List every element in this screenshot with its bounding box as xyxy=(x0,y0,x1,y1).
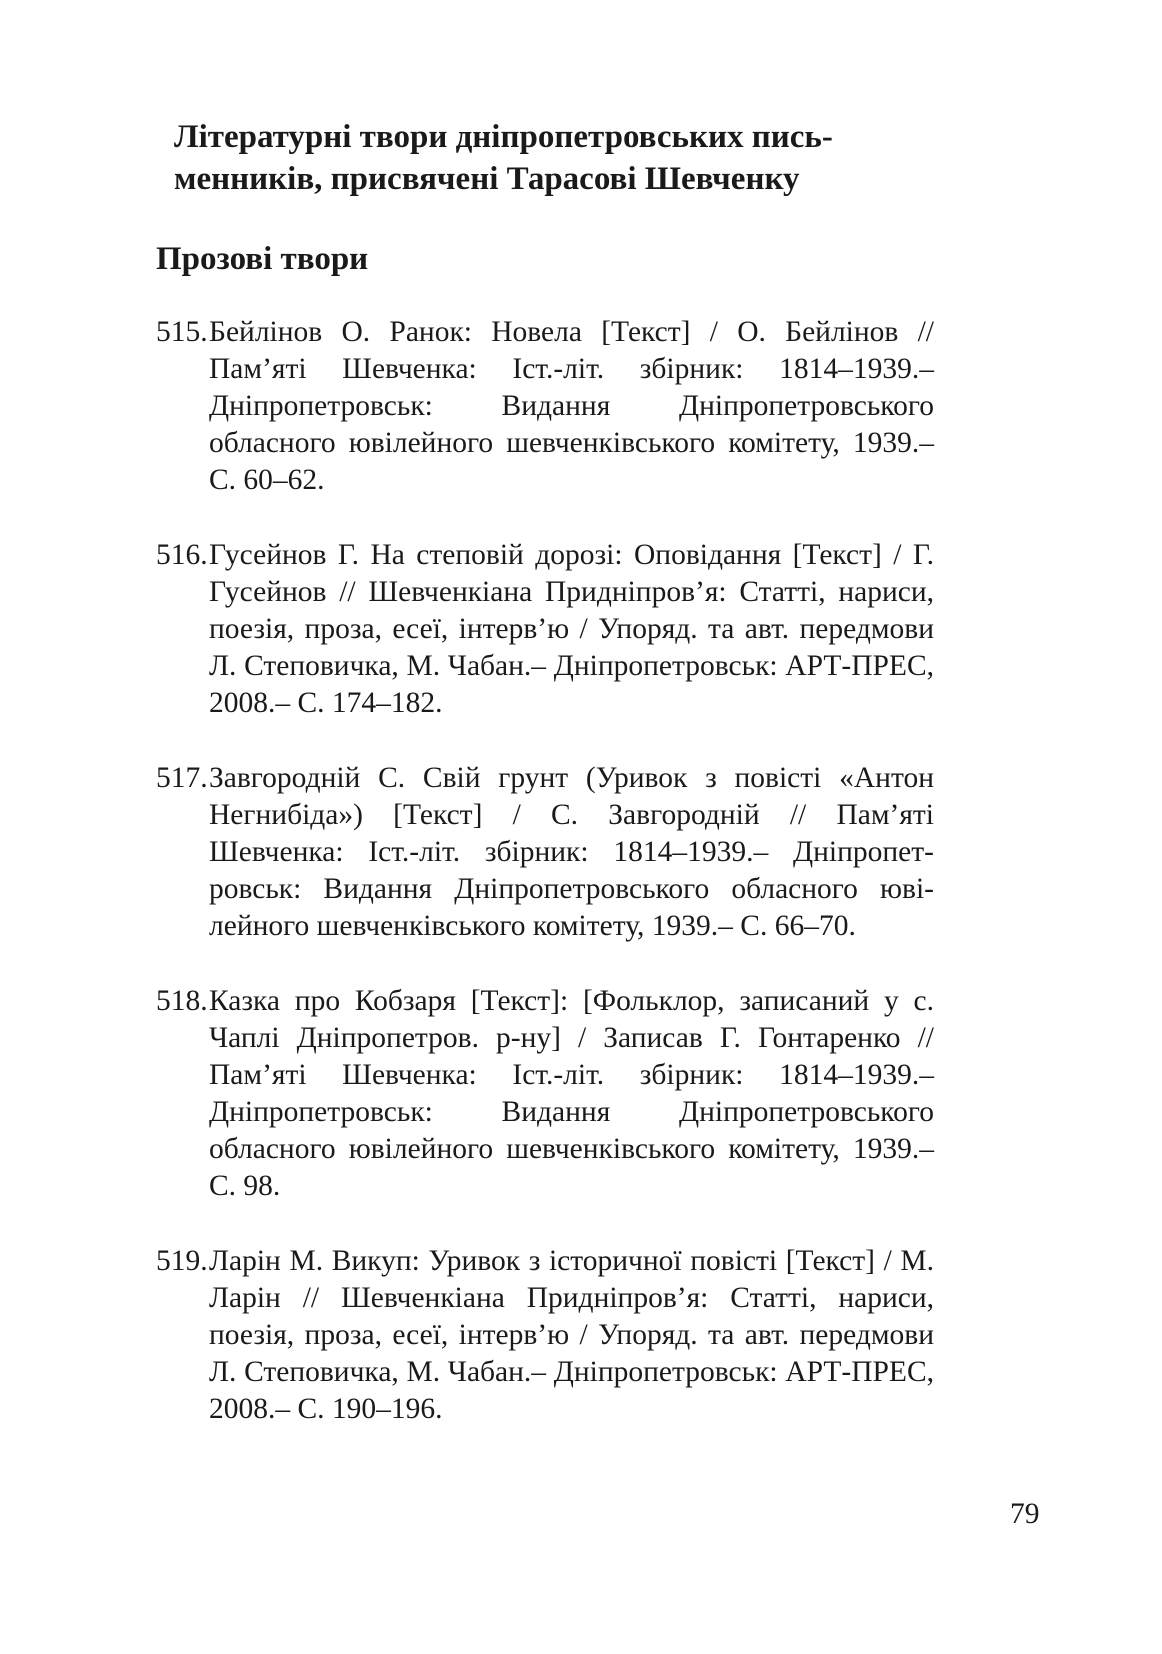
bibliography-entry-516 xyxy=(156,537,934,722)
section-title xyxy=(174,116,894,200)
page-number: 79 xyxy=(1010,1498,1040,1530)
subsection-title: Прозові твори xyxy=(156,241,369,277)
bibliography-entry-518 xyxy=(156,983,934,1205)
bibliography-list xyxy=(156,314,934,1466)
entry-text: Ларін М. Викуп: Уривок з історичної повісті [Текст] / М. Ларін // Шевченкіана Придніпров’я: Статті, нариси, поезія, проза, есеї, інтерв’ю / Упоряд. та авт. передмови Л. Степовичка, М. Чабан.– Дніпропетровськ: АРТ-ПРЕС, 2008.– С. 190–196. xyxy=(209,1245,934,1425)
entry-number: 518. xyxy=(156,985,208,1017)
bibliography-entry-515 xyxy=(156,314,934,499)
entry-text: Бейлінов О. Ранок: Новела [Текст] / О. Бейлінов // Пам’яті Шевченка: Іст.-літ. збірник: 1814–1939.– Дніпропетровськ: Видання Дніпропетровського обласного ювілейного шевченківського комітету, 1939.– С. 60–62. xyxy=(209,316,934,496)
entry-number: 515. xyxy=(156,316,208,348)
entry-number: 519. xyxy=(156,1245,208,1277)
entry-number: 516. xyxy=(156,539,208,571)
bibliography-entry-517 xyxy=(156,760,934,945)
section-title-line-1: Літературні твори дніпропетровських пись- xyxy=(174,119,833,155)
entry-number: 517. xyxy=(156,762,208,794)
entry-text: Казка про Кобзаря [Текст]: [Фольклор, записаний у с. Чаплі Дніпропетров. р-ну] / Записав Г. Гонтаренко // Пам’яті Шевченка: Іст.-літ. збірник: 1814–1939.– Дніпропетровськ: Видання Дніпропетровського обласного ювілейного шевченківського комітету, 1939.– С. 98. xyxy=(209,985,934,1202)
section-title-line-2: менників, присвячені Тарасові Шевченку xyxy=(174,161,800,197)
bibliography-entry-519 xyxy=(156,1243,934,1428)
entry-text: Завгородній С. Свій грунт (Уривок з повісті «Антон Негнибіда») [Текст] / С. Завгородній // Пам’яті Шевченка: Іст.-літ. збірник: 1814–1939.– Дніпропетровськ: Видання Дніпропетровського обласного ювілейного шевченківського комітету, 1939.– С. 66–70. xyxy=(209,762,934,942)
entry-text: Гусейнов Г. На степовій дорозі: Оповідання [Текст] / Г. Гусейнов // Шевченкіана Придніпров’я: Статті, нариси, поезія, проза, есеї, інтерв’ю / Упоряд. та авт. передмови Л. Степовичка, М. Чабан.– Дніпропетровськ: АРТ-ПРЕС, 2008.– С. 174–182. xyxy=(209,539,934,719)
